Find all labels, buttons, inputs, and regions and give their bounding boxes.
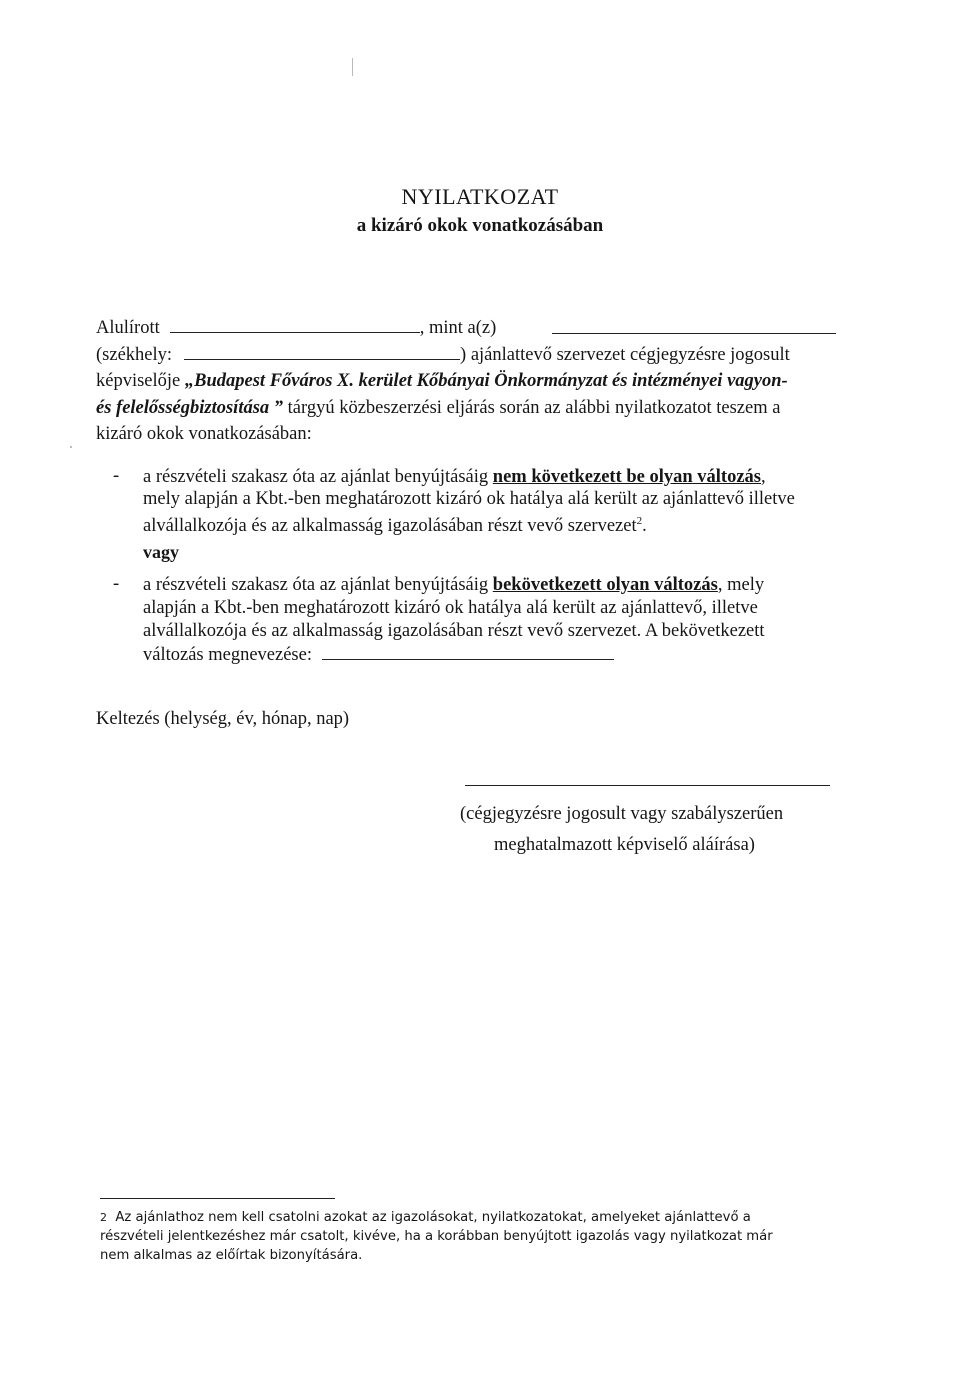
signature-line[interactable] [465, 785, 830, 786]
intro-line-3 [96, 370, 788, 392]
option2-line-1 [143, 574, 764, 596]
option1-dash: - [113, 466, 120, 486]
bidder-text: ) ajánlattevő szervezet cégjegyzésre jogosult [460, 345, 790, 365]
footnote-rule [100, 1198, 335, 1199]
document-title: NYILATKOZAT [401, 184, 559, 209]
option2-line-3: alvállalkozója és az alkalmasság igazolásában részt vevő szervezet. A bekövetkezett [143, 621, 765, 641]
organization-name-blank[interactable] [552, 317, 836, 334]
footnote-ref[interactable]: 2 [636, 515, 643, 527]
option1-period: . [642, 516, 647, 537]
option1-comma: , [761, 467, 766, 487]
intro-line-5: kizáró okok vonatkozásában: [96, 424, 312, 444]
change-description-label: változás megnevezése: [143, 645, 312, 665]
option2-text: a részvételi szakasz óta az ajánlat benyújtásáig [143, 575, 493, 595]
option2-emphasis: bekövetkezett olyan változás [492, 575, 718, 595]
signatory-name-blank[interactable] [170, 316, 420, 333]
option1-line-3 [143, 510, 647, 537]
footnote-line-2: részvételi jelentkezéshez már csatolt, kivéve, ha a korábban benyújtott igazolás vagy nyilatkozat már [100, 1229, 773, 1244]
intro-line-2 [96, 343, 790, 366]
procedure-text: tárgyú közbeszerzési eljárás során az alábbi nyilatkozatot teszem a [283, 398, 781, 418]
seat-label: (székhely: [96, 345, 173, 365]
footnote-text-1: Az ajánlathoz nem kell csatolni azokat az igazolásokat, nyilatkozatokat, amelyeket ajánlattevő a [115, 1210, 751, 1225]
option1-line-1 [143, 466, 766, 488]
option1-line-2: mely alapján a Kbt.-ben meghatározott kizáró ok hatálya alá került az ajánlattevő illetve [143, 489, 795, 509]
signatory-label: Alulírott [96, 318, 160, 338]
option1-text: a részvételi szakasz óta az ajánlat benyújtásáig [143, 467, 493, 487]
footnote-line-3: nem alkalmas az előírtak bizonyítására. [100, 1248, 363, 1263]
option2-line-4 [143, 643, 614, 666]
option1-emphasis: nem következett be olyan változás [492, 467, 762, 487]
representative-text: képviselője [96, 371, 185, 391]
procurement-subject: „Budapest Főváros X. kerület Kőbányai Önkormányzat és intézményei vagyon- [184, 371, 788, 391]
footnote-line-1 [100, 1208, 751, 1227]
option1-text-end: alvállalkozója és az alkalmasság igazolásában részt vevő szervezet [143, 516, 637, 537]
capacity-label: , mint a(z) [419, 318, 497, 338]
option2-dash: - [113, 574, 120, 594]
signature-caption-2: meghatalmazott képviselő aláírása) [494, 835, 755, 855]
change-description-blank[interactable] [322, 643, 614, 660]
option2-text-tail: , mely [717, 575, 765, 595]
option2-line-2: alapján a Kbt.-ben meghatározott kizáró ok hatálya alá került az ajánlattevő, illetve [143, 598, 758, 618]
scan-speck [70, 446, 72, 448]
intro-line-4 [96, 397, 780, 419]
intro-line-1 [96, 316, 496, 339]
footnote-number: 2 [100, 1211, 107, 1224]
or-label: vagy [143, 542, 179, 562]
date-label: Keltezés (helység, év, hónap, nap) [96, 709, 350, 729]
scan-speck [352, 58, 353, 76]
document-subtitle: a kizáró okok vonatkozásában [356, 215, 604, 236]
signature-caption-1: (cégjegyzésre jogosult vagy szabályszerűen [460, 804, 784, 824]
seat-blank[interactable] [184, 343, 460, 360]
procurement-subject-cont: és felelősségbiztosítása ” [96, 398, 284, 418]
